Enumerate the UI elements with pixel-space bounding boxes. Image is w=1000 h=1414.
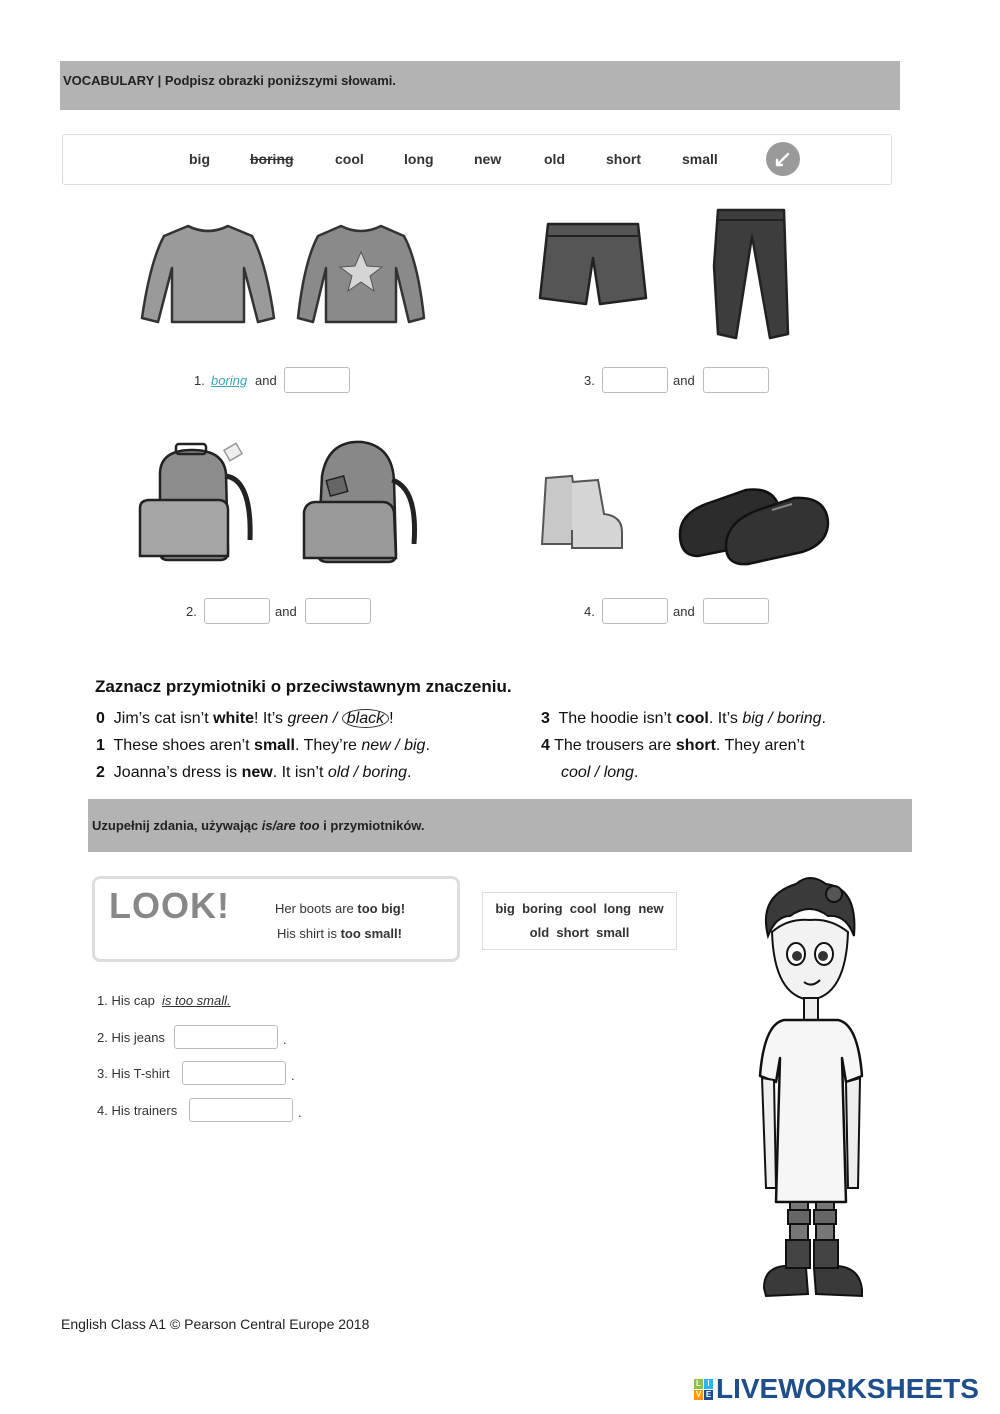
ex1-item-2-gap-a[interactable] bbox=[204, 598, 270, 624]
ex1-item-1-gap[interactable] bbox=[284, 367, 350, 393]
ex2-sentence-1 bbox=[96, 737, 430, 755]
ex2-text: Jim’s cat isn’t bbox=[113, 710, 214, 727]
ex2-end: ! bbox=[389, 710, 394, 727]
ex3-banner bbox=[88, 799, 912, 852]
ex1-item-4-gap-a[interactable] bbox=[602, 598, 668, 624]
ex2-option[interactable]: long bbox=[603, 764, 634, 781]
ex2-title: Zaznacz przymiotniki o przeciwstawnym znaczeniu. bbox=[95, 677, 512, 696]
ex2-end: . bbox=[407, 764, 412, 781]
ex2-text: . They’re bbox=[294, 737, 362, 754]
look-bold: too small! bbox=[340, 926, 402, 941]
ex1-item-1-answer: boring bbox=[211, 373, 248, 388]
ex3-title-a: Uzupełnij zdania, używając bbox=[92, 818, 262, 833]
ex2-sentence-0 bbox=[96, 710, 394, 728]
ex2-option[interactable]: green bbox=[287, 710, 329, 727]
boots-old-image bbox=[538, 470, 626, 552]
ex2-sentence-2 bbox=[96, 764, 411, 782]
backpack-new-image bbox=[134, 440, 256, 564]
ex3-sentence-2-end: . bbox=[283, 1032, 287, 1047]
logo-badge-v: V bbox=[695, 1390, 702, 1399]
ex2-keyword: short bbox=[675, 737, 716, 754]
ex2-option[interactable]: old bbox=[327, 764, 350, 781]
ex2-text: The hoodie isn’t bbox=[558, 710, 676, 727]
ex2-sentence-4 bbox=[541, 737, 805, 755]
logo-badge-i: I bbox=[704, 1379, 713, 1389]
ex1-item-4-and: and bbox=[673, 604, 695, 619]
ex3-sentence-1-answer: is too small. bbox=[162, 993, 231, 1008]
ex2-option[interactable]: new bbox=[361, 737, 391, 754]
ex2-option[interactable]: boring bbox=[777, 710, 822, 727]
word-big: big bbox=[189, 151, 210, 167]
ex2-option-circled[interactable]: black bbox=[342, 709, 389, 728]
ex1-banner bbox=[60, 61, 900, 110]
ex3-sentence-2: 2. His jeans bbox=[97, 1030, 165, 1045]
ex2-num: 4 bbox=[541, 737, 550, 754]
ex1-item-4-gap-b[interactable] bbox=[703, 598, 769, 624]
ex2-sep: / bbox=[763, 710, 778, 727]
ex2-keyword: small bbox=[254, 737, 295, 754]
ex3-title-c: i przymiotników. bbox=[319, 818, 425, 833]
ex2-sentence-3 bbox=[541, 710, 826, 728]
ex1-item-3-and: and bbox=[673, 373, 695, 388]
ex2-num: 3 bbox=[541, 710, 550, 727]
ex3-word-bank bbox=[482, 892, 677, 950]
ex2-end: . bbox=[425, 737, 430, 754]
ex2-num: 1 bbox=[96, 737, 105, 754]
ex1-item-1-num: 1. bbox=[194, 373, 205, 388]
ex1-item-3-num: 3. bbox=[584, 373, 595, 388]
look-bold: too big! bbox=[357, 901, 406, 916]
word-small: small bbox=[682, 151, 718, 167]
ex2-text: . It’s bbox=[708, 710, 743, 727]
ex1-word-bank bbox=[62, 134, 892, 185]
ex2-option[interactable]: big bbox=[404, 737, 426, 754]
ex2-sep: / bbox=[390, 737, 405, 754]
ex3-title-b: is/are too bbox=[261, 818, 320, 833]
ex2-num: 0 bbox=[96, 710, 105, 727]
ex2-keyword: new bbox=[241, 764, 273, 781]
ex1-item-2-and: and bbox=[275, 604, 297, 619]
ex3-sentence-3-end: . bbox=[291, 1068, 295, 1083]
ex2-num: 2 bbox=[96, 764, 105, 781]
trousers-image bbox=[712, 206, 790, 342]
word-long: long bbox=[404, 151, 434, 167]
jumper-star-image bbox=[296, 222, 426, 326]
look-line-2 bbox=[277, 926, 402, 941]
ex3-bank-row-2: old short small bbox=[529, 925, 630, 940]
pencil-icon[interactable] bbox=[766, 142, 800, 176]
ex3-sentence-3-gap[interactable] bbox=[182, 1061, 286, 1085]
ex1-item-3-gap-b[interactable] bbox=[703, 367, 769, 393]
ex2-text: ! It’s bbox=[253, 710, 288, 727]
shorts-image bbox=[538, 220, 648, 308]
ex2-option[interactable]: boring bbox=[362, 764, 408, 781]
ex2-option[interactable]: big bbox=[742, 710, 764, 727]
look-title: LOOK! bbox=[109, 885, 230, 926]
ex1-item-2-num: 2. bbox=[186, 604, 197, 619]
ex2-text: . It isn’t bbox=[272, 764, 328, 781]
ex3-sentence-4-end: . bbox=[298, 1105, 302, 1120]
ex3-sentence-4: 4. His trainers bbox=[97, 1103, 178, 1118]
ex1-item-2-gap-b[interactable] bbox=[305, 598, 371, 624]
ex1-title: VOCABULARY | Podpisz obrazki poniższymi słowami. bbox=[63, 73, 397, 88]
ex2-text: The trousers are bbox=[554, 737, 676, 754]
ex2-sep: / bbox=[349, 764, 363, 781]
logo-badge-e: E bbox=[705, 1390, 712, 1399]
word-boring: boring bbox=[250, 151, 294, 167]
logo-badge-l: L bbox=[694, 1379, 703, 1389]
ex2-keyword: cool bbox=[675, 710, 709, 727]
look-text: His shirt is bbox=[277, 926, 341, 941]
backpack-old-image bbox=[298, 436, 420, 566]
ex1-item-4-num: 4. bbox=[584, 604, 595, 619]
logo-badge-icon bbox=[694, 1379, 714, 1401]
look-box bbox=[92, 876, 460, 962]
boy-illustration bbox=[750, 876, 874, 1306]
ex2-text: . They aren’t bbox=[715, 737, 805, 754]
copyright-footer: English Class A1 © Pearson Central Europe 2018 bbox=[61, 1316, 370, 1332]
ex2-sep: / bbox=[590, 764, 604, 781]
shoes-new-image bbox=[676, 460, 830, 568]
ex2-keyword: white bbox=[213, 710, 254, 727]
word-cool: cool bbox=[335, 151, 364, 167]
jumper-plain-image bbox=[140, 222, 276, 326]
ex3-sentence-3: 3. His T-shirt bbox=[97, 1066, 170, 1081]
word-new: new bbox=[474, 151, 502, 167]
ex2-sentence-4-cont bbox=[561, 764, 638, 782]
ex1-item-1-and: and bbox=[255, 373, 277, 388]
look-text: Her boots are bbox=[275, 901, 358, 916]
ex2-sep: / bbox=[328, 710, 342, 727]
word-short: short bbox=[606, 151, 641, 167]
logo-text: LIVEWORKSHEETS bbox=[716, 1373, 979, 1404]
ex3-sentence-1: 1. His cap bbox=[97, 993, 155, 1008]
ex3-sentence-4-gap[interactable] bbox=[189, 1098, 293, 1122]
ex3-bank-row-1: big boring cool long new bbox=[495, 901, 664, 916]
ex2-text: These shoes aren’t bbox=[113, 737, 255, 754]
word-old: old bbox=[544, 151, 565, 167]
ex3-sentence-2-gap[interactable] bbox=[174, 1025, 278, 1049]
ex2-option[interactable]: cool bbox=[561, 764, 591, 781]
ex2-text: Joanna’s dress is bbox=[113, 764, 242, 781]
ex1-item-3-gap-a[interactable] bbox=[602, 367, 668, 393]
ex2-end: . bbox=[633, 764, 639, 781]
ex2-end: . bbox=[821, 710, 826, 727]
look-line-1 bbox=[275, 901, 405, 916]
